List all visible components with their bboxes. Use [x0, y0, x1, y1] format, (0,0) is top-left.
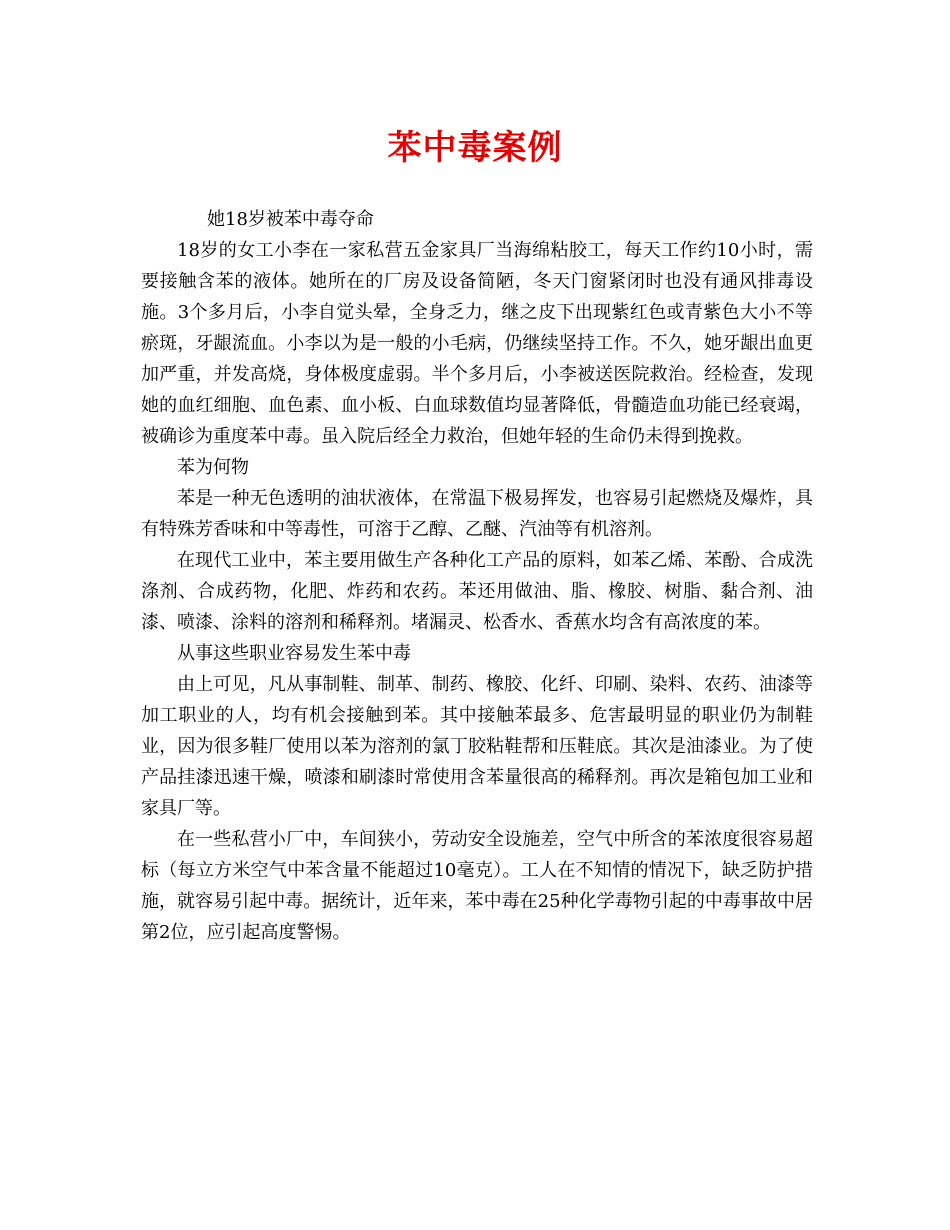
document-body — [141, 204, 813, 948]
section-heading-what-is-benzene: 苯为何物 — [177, 457, 249, 478]
paragraph-small-factories: 在一些私营小厂中，车间狭小，劳动安全设施差，空气中所含的苯浓度很容易超标（每立方米空气中苯含量不能超过10毫克）。工人在不知情的情况下，缺乏防护措施，就容易引起中毒。据统计，近年来，苯中毒在25种化学毒物引起的中毒事故中居第2位，应引起高度警惕。 — [141, 829, 813, 943]
paragraph-benzene-properties: 苯是一种无色透明的油状液体，在常温下极易挥发，也容易引起燃烧及爆炸，具有特殊芳香味和中等毒性，可溶于乙醇、乙醚、汽油等有机溶剂。 — [141, 488, 813, 540]
paragraph-occupations: 由上可见，凡从事制鞋、制革、制药、橡胶、化纤、印刷、染料、农药、油漆等加工职业的人，均有机会接触到苯。其中接触苯最多、危害最明显的职业仍为制鞋业，因为很多鞋厂使用以苯为溶剂的氯丁胶粘鞋帮和压鞋底。其次是油漆业。为了使产品挂漆迅速干燥，喷漆和刷漆时常使用含苯量很高的稀释剂。再次是箱包加工业和家具厂等。 — [141, 674, 813, 819]
document-title: 苯中毒案例 — [387, 128, 563, 168]
paragraph-benzene-uses: 在现代工业中，苯主要用做生产各种化工产品的原料，如苯乙烯、苯酚、合成洗涤剂、合成药物，化肥、炸药和农药。苯还用做油、脂、橡胶、树脂、黏合剂、油漆、喷漆、涂料的溶剂和稀释剂。堵漏灵、松香水、香蕉水均含有高浓度的苯。 — [141, 550, 813, 633]
paragraph-case-story: 18岁的女工小李在一家私营五金家具厂当海绵粘胶工，每天工作约10小时，需要接触含苯的液体。她所在的厂房及设备简陋，冬天门窗紧闭时也没有通风排毒设施。3个多月后，小李自觉头晕，全身乏力，继之皮下出现紫红色或青紫色大小不等瘀斑，牙龈流血。小李以为是一般的小毛病，仍继续坚持工作。不久，她牙龈出血更加严重，并发高烧，身体极度虚弱。半个多月后，小李被送医院救治。经检查，发现她的血红细胞、血色素、血小板、白血球数值均显著降低，骨髓造血功能已经衰竭，被确诊为重度苯中毒。虽入院后经全力救治，但她年轻的生命仍未得到挽救。 — [141, 240, 813, 447]
section-heading-case: 她18岁被苯中毒夺命 — [207, 209, 374, 230]
section-heading-occupations: 从事这些职业容易发生苯中毒 — [177, 643, 411, 664]
